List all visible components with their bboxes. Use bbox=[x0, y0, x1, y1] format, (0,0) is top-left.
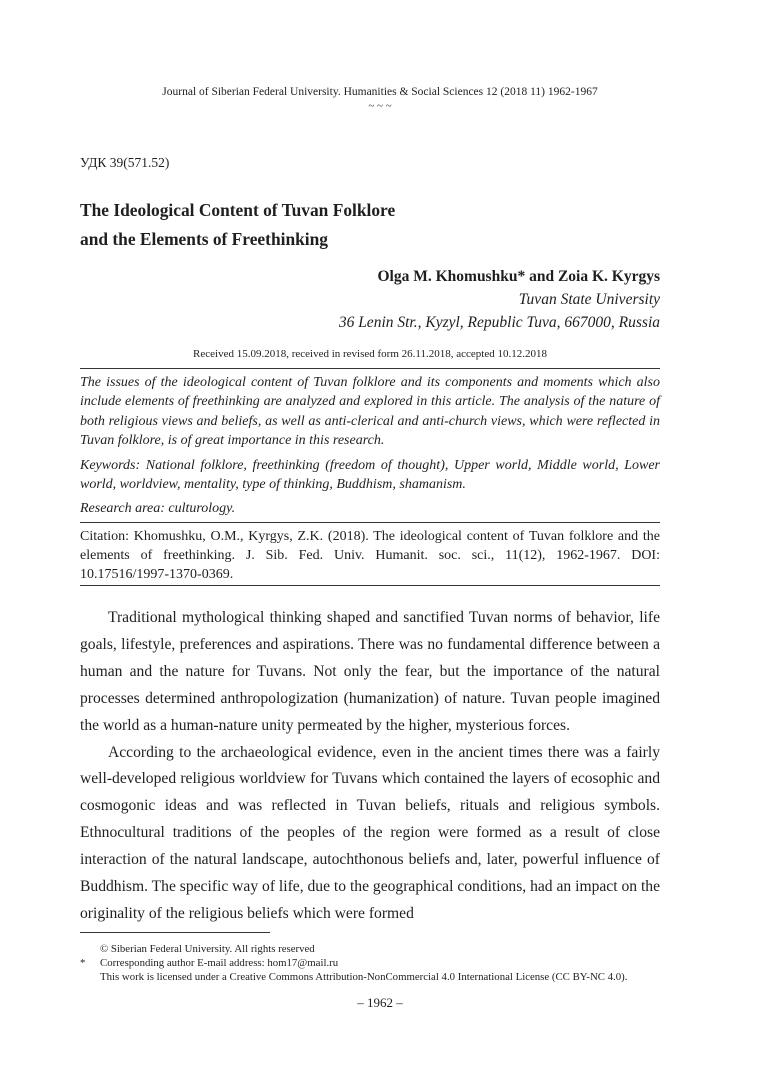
address: 36 Lenin Str., Kyzyl, Republic Tuva, 667000, Russia bbox=[338, 314, 660, 331]
received-dates: Received 15.09.2018, received in revised form 26.11.2018, accepted 10.12.2018 bbox=[193, 348, 547, 360]
footnote-copyright: © Siberian Federal University. All rights reserved bbox=[100, 943, 315, 955]
header-separator: ~ ~ ~ bbox=[368, 100, 392, 112]
paragraph-2: According to the archaeological evidence, even in the ancient times there was a fairly well-developed religious worldview for Tuvans which contained the layers of ecosophic and cosmogonic ideas and was reflected in Tuvan beliefs, rituals and religious symbols. Ethnocultural traditions of the peoples of the region were formed as a result of close interaction of the natural landscape, autochthonous beliefs and, later, powerful influence of Buddhism. The specific way of life, due to the geographical conditions, had an impact on the originality of the religious beliefs which were formed bbox=[80, 743, 660, 922]
authors-block bbox=[339, 265, 660, 334]
udk-code: УДК 39(571.52) bbox=[80, 155, 170, 170]
divider-citation-bottom bbox=[80, 585, 660, 586]
abstract: The issues of the ideological content of Tuvan folklore and its components and moments which also include elements of freethinking are analyzed and explored in this article. The analysis of the nature of both religious views and beliefs, as well as anti-clerical and anti-church views, which were reflected in Tuvan folklore, is of great importance in this research. bbox=[80, 375, 660, 449]
keywords: Keywords: National folklore, freethinking (freedom of thought), Upper world, Middle world, Lower world, worldview, mentality, type of thinking, Buddhism, shamanism. bbox=[80, 458, 660, 493]
body-text bbox=[80, 605, 660, 928]
article-title bbox=[80, 196, 395, 254]
journal-header: Journal of Siberian Federal University. Humanities & Social Sciences 12 (2018 11) 1962-1967 bbox=[162, 86, 598, 98]
citation: Citation: Khomushku, O.M., Kyrgys, Z.K. (2018). The ideological content of Tuvan folklore and the elements of freethinking. J. Sib. Fed. Univ. Humanit. soc. sci., 11(12), 1962-1967. DOI: 10.17516/1997-1370-0369. bbox=[80, 529, 660, 582]
asterisk-mark: * bbox=[80, 957, 86, 970]
paragraph-1: Traditional mythological thinking shaped and sanctified Tuvan norms of behavior, life goals, lifestyle, preferences and aspirations. There was no fundamental difference between a human and the nature for Tuvans. Not only the fear, but the importance of the natural processes determined anthropologization (humanization) of nature. Tuvan people imagined the world as a human-nature unity permeated by the higher, mysterious forces. bbox=[80, 609, 660, 734]
page-number: – 1962 – bbox=[357, 995, 403, 1010]
author-names: Olga M. Khomushku* and Zoia K. Kyrgys bbox=[377, 268, 660, 285]
footnote-license: This work is licensed under a Creative Commons Attribution-NonCommercial 4.0 International License (CC BY-NC 4.0). bbox=[100, 971, 628, 984]
research-area: Research area: culturology. bbox=[80, 501, 236, 516]
affiliation: Tuvan State University bbox=[518, 291, 660, 308]
title-line-1: The Ideological Content of Tuvan Folklore bbox=[80, 200, 396, 220]
footnote-corresponding: * Corresponding author E-mail address: hom17@mail.ru bbox=[80, 957, 339, 970]
title-line-2: and the Elements of Freethinking bbox=[80, 229, 328, 249]
footnotes bbox=[80, 942, 680, 985]
footnote-rule bbox=[80, 932, 270, 933]
divider-citation-top bbox=[80, 522, 660, 523]
divider-top bbox=[80, 368, 660, 369]
